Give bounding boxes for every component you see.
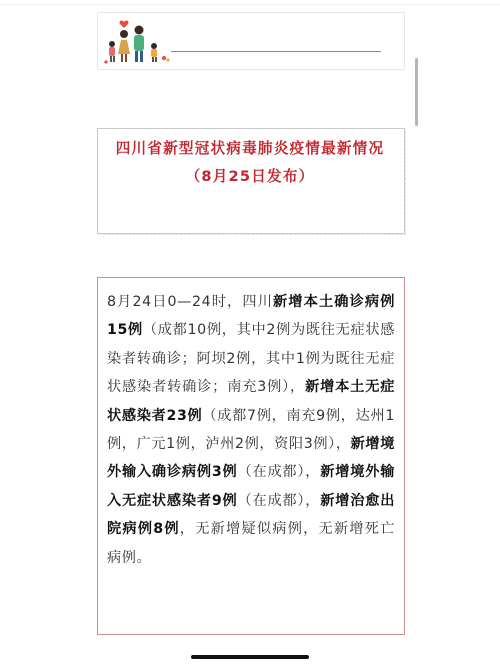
highlight-text: 新增境外输入确诊病例3例 (107, 436, 395, 481)
title-line-1: 四川省新型冠状病毒肺炎疫情最新情况 (115, 140, 385, 157)
highlight-text: 新增本土无症状感染者23例 (107, 379, 396, 424)
highlight-text: 新增境外输入无症状感染者9例 (107, 464, 395, 509)
family-illustration-icon (104, 16, 172, 66)
report-text (107, 288, 395, 572)
page-title (105, 135, 395, 191)
body-text: （在成都）， (237, 464, 321, 481)
body-text: （成都10例，其中2例为既往无症状感染者转确诊；阿坝2例，其中1例为既往无症状感染者转确诊；南充3例）， (107, 322, 395, 396)
body-text: （成都7例，南充9例，达州1例，广元1例，泸州2例，资阳3例）， (107, 407, 395, 453)
highlight-text: 新增本土确诊病例15例 (107, 294, 395, 339)
top-status-strip (0, 0, 500, 5)
home-indicator[interactable] (191, 655, 309, 659)
highlight-text: 新增治愈出院病例8例 (107, 492, 395, 538)
scrollbar[interactable] (415, 58, 418, 126)
body-text: 8月24日0—24时，四川 (107, 294, 274, 310)
title-line-2: （8月25日发布） (185, 168, 315, 185)
banner-divider-line (171, 51, 381, 52)
body-text: ，无新增疑似病例，无新增死亡病例。 (107, 521, 395, 566)
body-text: （在成都）， (237, 492, 321, 509)
